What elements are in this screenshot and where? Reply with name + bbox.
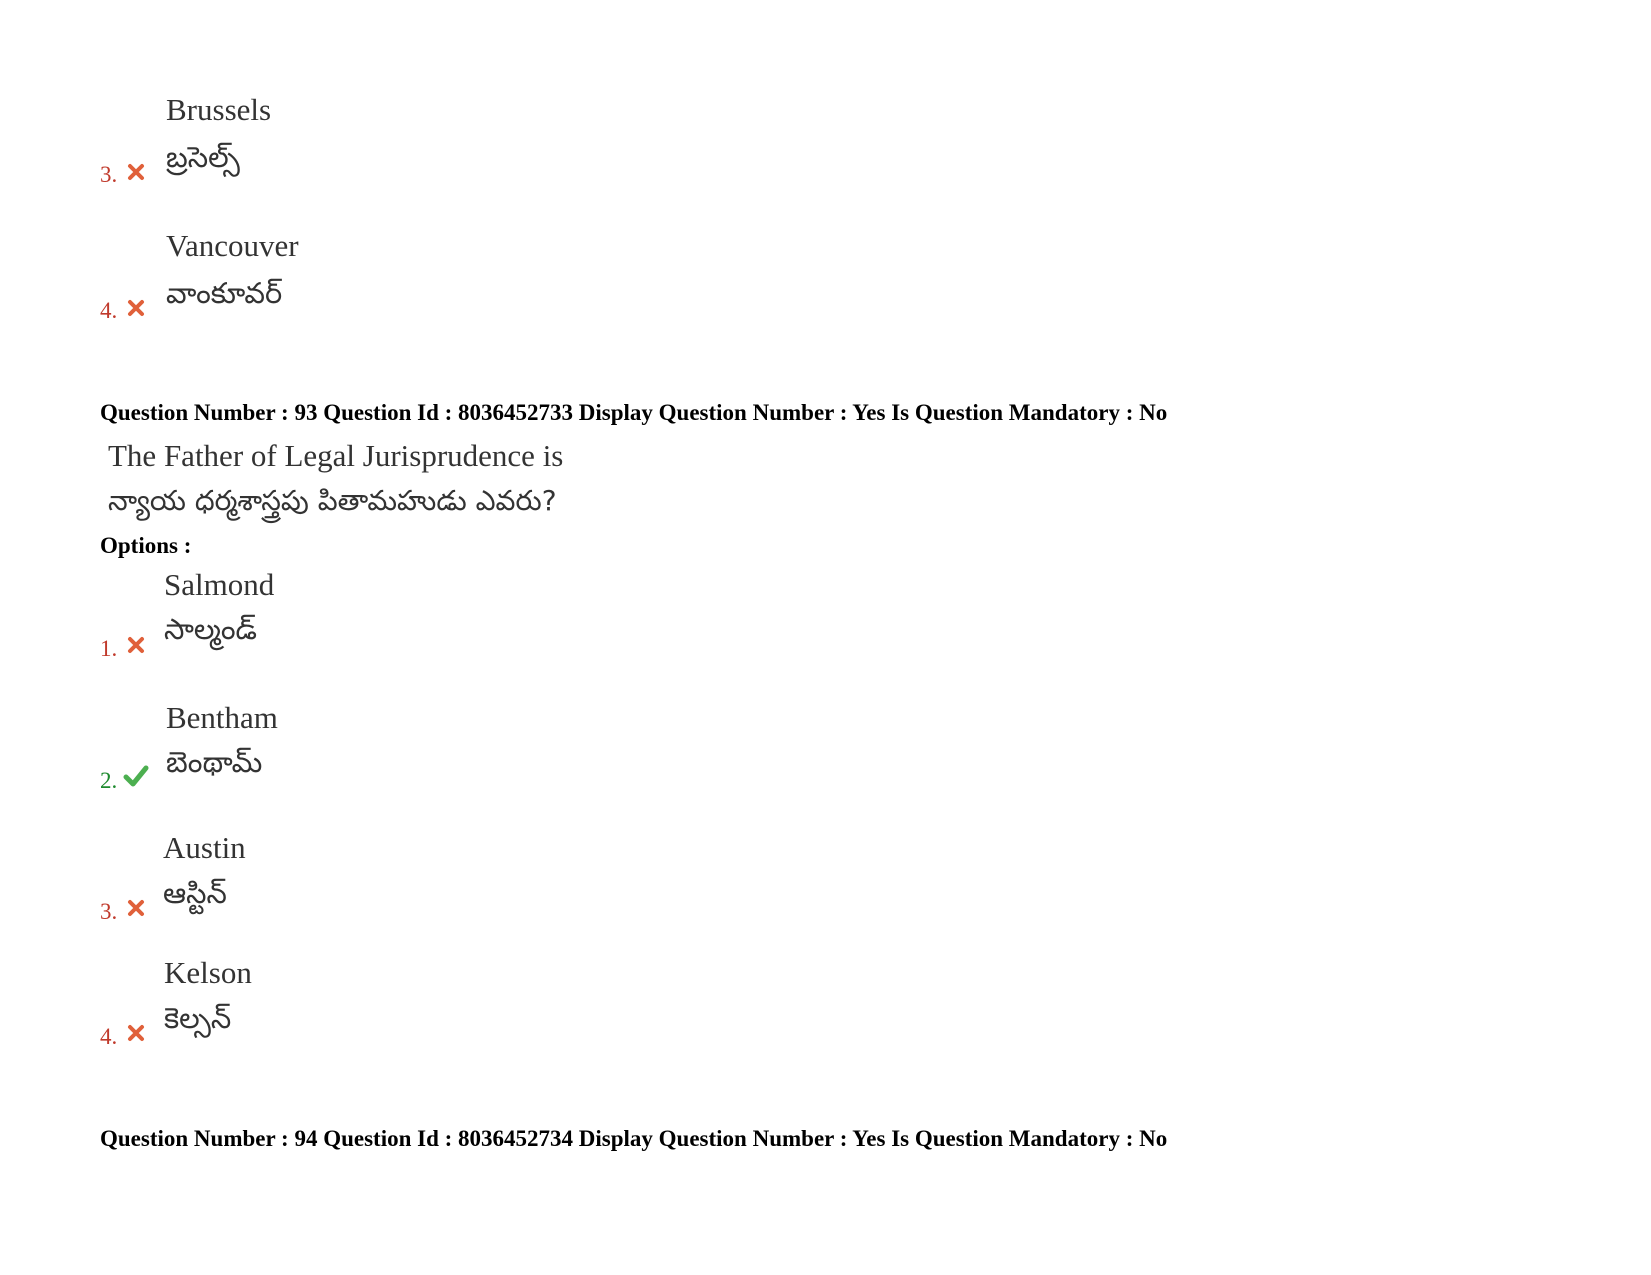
option-number: 1. <box>100 636 118 661</box>
option-text-te: కెల్సన్ <box>164 1001 232 1035</box>
option-number: 2. <box>100 768 118 793</box>
option-number: 3. <box>100 899 118 924</box>
option-number: 4. <box>100 1024 118 1049</box>
cross-icon <box>125 161 147 183</box>
option-text-te: సాల్మండ్ <box>164 612 258 646</box>
option-text-en: Salmond <box>164 567 275 602</box>
option-text-en: Bentham <box>166 700 278 735</box>
question-94-header: Question Number : 94 Question Id : 8036452734 Display Question Number : Yes Is Question Mandatory : No <box>100 1126 1168 1151</box>
option-text-te: ఆస్టిన్ <box>163 876 227 910</box>
option-number: 4. <box>100 298 118 323</box>
question-93-header: Question Number : 93 Question Id : 8036452733 Display Question Number : Yes Is Question Mandatory : No <box>100 400 1168 425</box>
check-icon <box>123 764 149 788</box>
option-text-en: Brussels <box>166 92 272 127</box>
cross-icon <box>125 297 147 319</box>
question-93-text-te: న్యాయ ధర్మశాస్త్రపు పితామహుడు ఎవరు? <box>108 484 557 517</box>
cross-icon <box>125 1022 147 1044</box>
option-text-te: బెంథామ్ <box>166 745 263 779</box>
option-text-en: Kelson <box>164 955 252 990</box>
cross-icon <box>125 897 147 919</box>
options-label: Options : <box>100 533 192 558</box>
option-text-te: వాంకూవర్ <box>166 276 283 310</box>
option-text-en: Vancouver <box>166 228 299 263</box>
option-text-te: బ్రసెల్స్ <box>166 140 240 174</box>
option-number: 3. <box>100 162 118 187</box>
cross-icon <box>125 634 147 656</box>
question-93-text-en: The Father of Legal Jurisprudence is <box>108 438 564 473</box>
option-text-en: Austin <box>163 830 246 865</box>
